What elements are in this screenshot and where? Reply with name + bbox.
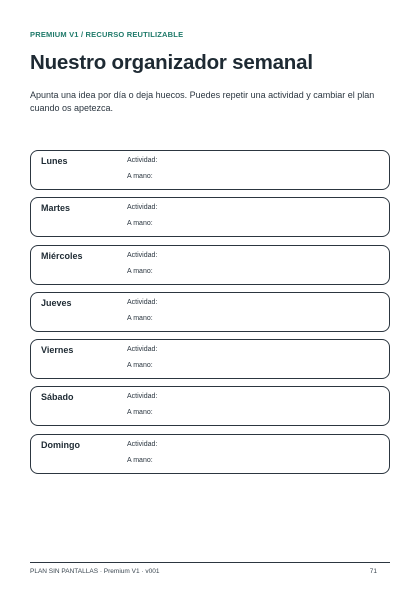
day-card-miercoles: [30, 245, 390, 285]
by-hand-label: A mano:: [127, 409, 153, 417]
day-list: [30, 150, 390, 481]
day-name: Sábado: [41, 392, 74, 403]
footer-credit: PLAN SIN PANTALLAS · Premium V1 · v001: [30, 568, 160, 575]
by-hand-label: A mano:: [127, 314, 153, 322]
day-name: Domingo: [41, 439, 80, 450]
by-hand-label: A mano:: [127, 220, 153, 228]
activity-label: Actividad:: [127, 251, 158, 259]
day-name: Jueves: [41, 297, 72, 308]
day-card-sabado: [30, 386, 390, 426]
activity-label: Actividad:: [127, 393, 158, 401]
day-name: Martes: [41, 203, 71, 214]
activity-label: Actividad:: [127, 204, 158, 212]
page-title: Nuestro organizador semanal: [30, 51, 313, 74]
eyebrow-label: PREMIUM V1 / RECURSO REUTILIZABLE: [30, 30, 184, 39]
by-hand-label: A mano:: [127, 456, 153, 464]
day-card-lunes: [30, 150, 390, 190]
activity-label: Actividad:: [127, 157, 158, 164]
footer-divider: [30, 562, 390, 563]
intro-text: Apunta una idea por día o deja huecos. Puedes repetir una actividad y cambiar el plan cuando os apetezca.: [30, 90, 375, 113]
day-card-jueves: [30, 292, 390, 332]
activity-label: Actividad:: [127, 440, 158, 448]
day-name: Viernes: [41, 345, 74, 356]
day-card-domingo: [30, 434, 390, 474]
by-hand-label: A mano:: [127, 173, 153, 180]
day-name: Lunes: [41, 156, 68, 166]
day-card-martes: [30, 197, 390, 237]
activity-label: Actividad:: [127, 298, 158, 306]
activity-label: Actividad:: [127, 346, 158, 354]
by-hand-label: A mano:: [127, 362, 153, 370]
by-hand-label: A mano:: [127, 267, 153, 275]
day-card-viernes: [30, 339, 390, 379]
day-name: Miércoles: [41, 250, 83, 261]
page-number: 71: [369, 568, 377, 575]
